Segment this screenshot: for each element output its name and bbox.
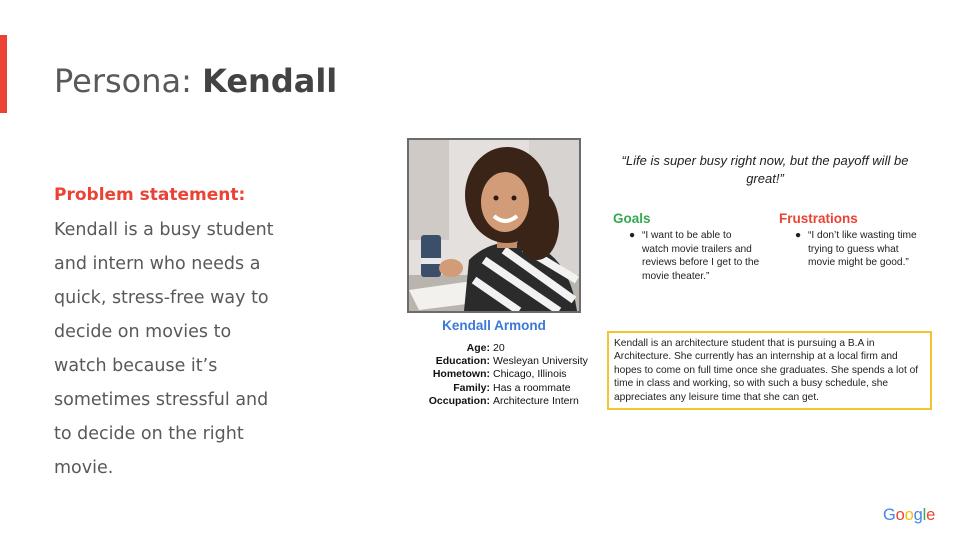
detail-row-occupation — [408, 395, 608, 408]
persona-details — [408, 342, 608, 408]
goals-list-item — [629, 229, 760, 283]
persona-name: Kendall Armond — [442, 318, 546, 333]
logo-letter: l — [922, 506, 927, 524]
detail-row-hometown — [408, 368, 608, 381]
title-name: Kendall — [202, 62, 338, 100]
detail-label: Occupation: — [428, 394, 490, 407]
problem-statement-text: Kendall is a busy student and intern who needs a quick, stress-free way to decide on movies to watch because it’s sometimes stressful and to decide on the right movie. — [54, 220, 274, 478]
detail-label: Family: — [453, 381, 490, 394]
bullet-icon: ● — [629, 230, 636, 241]
detail-value: Wesleyan University — [493, 355, 588, 368]
logo-letter: G — [883, 506, 896, 524]
frustrations-list-item — [795, 229, 920, 270]
slide-title — [54, 62, 337, 100]
persona-photo — [407, 138, 581, 313]
persona-bio: Kendall is an architecture student that is pursuing a B.A in Architecture. She currently has an internship at a local firm and hopes to come on full time once she graduates. She spends a lot of time in class and working, so with such a busy schedule, she appreciates any leisure time that she can get. — [607, 331, 932, 410]
logo-letter: o — [904, 506, 914, 524]
detail-row-family — [408, 382, 608, 395]
detail-value: Has a roommate — [493, 381, 571, 394]
frustration-text: “I don’t like wasting time trying to guess what movie might be good.” — [808, 230, 917, 268]
frustrations-heading: Frustrations — [779, 211, 858, 226]
logo-letter: g — [913, 506, 923, 524]
goal-text: “I want to be able to watch movie trailers and reviews before I get to the movie theater.” — [642, 230, 760, 282]
detail-label: Hometown: — [432, 368, 490, 381]
title-prefix: Persona: — [54, 62, 203, 100]
accent-bar — [0, 35, 7, 113]
detail-row-age — [408, 342, 608, 355]
problem-statement-label: Problem statement: — [54, 185, 246, 205]
persona-quote: “Life is super busy right now, but the payoff will be great!” — [621, 153, 909, 186]
persona-photo-illustration — [409, 140, 579, 311]
detail-label: Education: — [435, 355, 490, 368]
logo-letter: e — [926, 506, 936, 524]
goals-heading: Goals — [613, 211, 651, 226]
detail-label: Age: — [466, 342, 490, 354]
logo-letter: o — [895, 506, 905, 524]
bullet-icon: ● — [795, 230, 802, 241]
detail-value: 20 — [493, 342, 505, 354]
google-logo — [883, 506, 935, 525]
detail-row-education — [408, 355, 608, 368]
detail-value: Architecture Intern — [493, 394, 579, 407]
detail-value: Chicago, Illinois — [493, 368, 567, 381]
